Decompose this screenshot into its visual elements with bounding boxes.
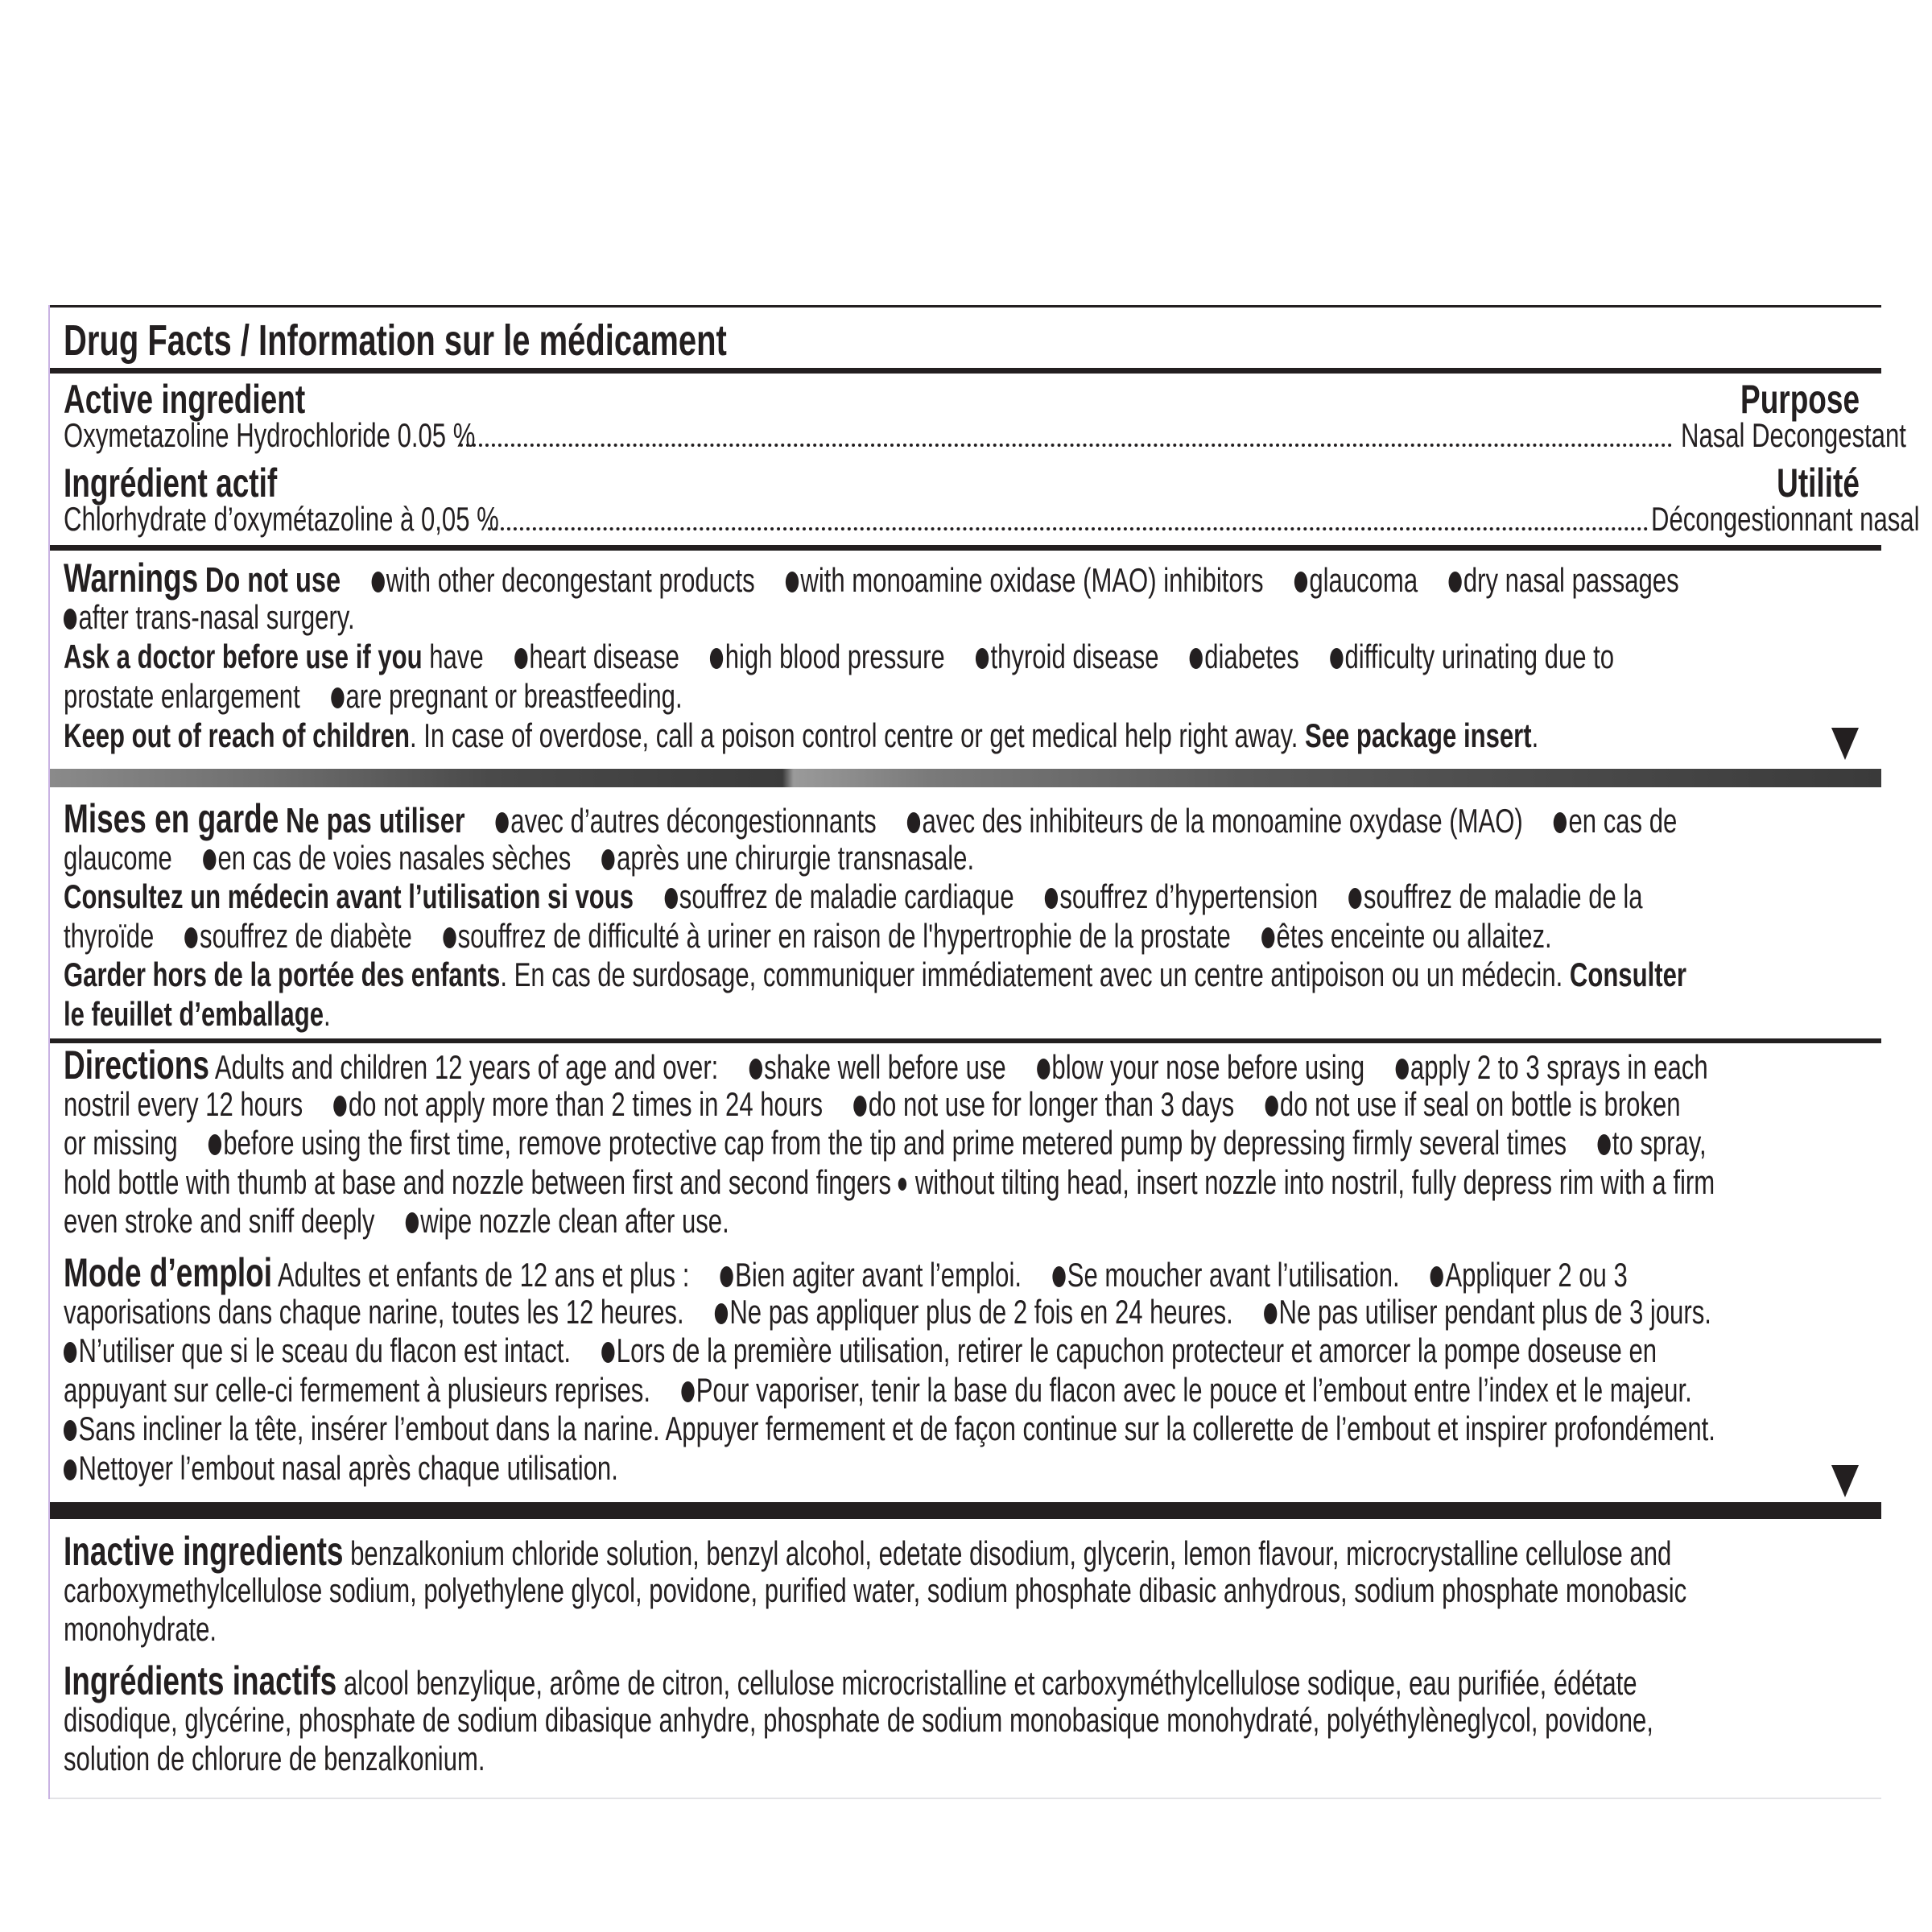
utilite-heading: Utilité <box>1777 460 1860 506</box>
bullet-icon <box>1190 648 1203 669</box>
do-not-use-label: Do not use <box>204 560 341 600</box>
direction-item: appuyant sur celle-ci fermement à plusieurs reprises. <box>64 1371 650 1409</box>
warning-item: en cas de <box>1568 802 1678 840</box>
warning-item: difficulty urinating due to <box>1344 638 1615 675</box>
bullet-icon <box>1045 888 1058 909</box>
bullet-icon <box>1448 572 1461 592</box>
bullet-icon <box>514 648 527 669</box>
mises-en-garde-heading: Mises en garde <box>64 796 279 841</box>
purpose-heading: Purpose <box>1740 377 1860 422</box>
direction-item: Lors de la première utilisation, retirer le capuchon protecteur et amorcer la pompe doseuse en <box>616 1331 1657 1369</box>
keep-out-text-fr: . En cas de surdosage, communiquer immédiatement avec un centre antipoison ou un médecin. <box>500 956 1570 993</box>
direction-item: Appliquer 2 ou 3 <box>1445 1256 1628 1294</box>
warning-item: high blood pressure <box>724 638 945 675</box>
mises-en-garde-line-5 <box>64 956 1686 994</box>
mode-emploi-line-6 <box>64 1449 618 1488</box>
warning-item: glaucoma <box>1309 561 1418 599</box>
top-border <box>50 305 1881 308</box>
direction-item: without tilting head, insert nozzle into nostril, fully depress rim with a firm <box>914 1163 1715 1201</box>
inactive-text: carboxymethylcellulose sodium, polyethylene glycol, povidone, purified water, sodium phosphate dibasic anhydrous, sodium phosphate monobasic <box>64 1571 1687 1609</box>
inactifs-line-2 <box>64 1701 1653 1740</box>
consulter-label: Consulter <box>1569 956 1686 993</box>
section-divider <box>50 368 1881 374</box>
consultez-label: Consultez un médecin avant l’utilisation si vous <box>64 877 634 915</box>
bullet-icon <box>203 849 216 870</box>
mode-emploi-line-1 <box>64 1250 1628 1295</box>
ask-doctor-label: Ask a doctor before use if you <box>64 638 423 675</box>
mises-en-garde-line-1 <box>64 796 1678 841</box>
inactive-text: monohydrate. <box>64 1610 217 1648</box>
mises-en-garde-line-2 <box>64 839 974 877</box>
mises-en-garde-line-3 <box>64 877 1643 916</box>
mode-emploi-line-5 <box>64 1410 1715 1448</box>
bullet-icon <box>406 1212 419 1233</box>
direction-item: hold bottle with thumb at base and nozzle between first and second fingers <box>64 1163 892 1201</box>
direction-item: before using the first time, remove protective cap from the tip and prime metered pump by depressing firmly several times <box>223 1124 1567 1162</box>
warning-item: after trans-nasal surgery. <box>78 598 355 636</box>
directions-line-3 <box>64 1124 1707 1162</box>
warnings-line-3 <box>64 638 1614 676</box>
bullet-icon <box>1395 1059 1408 1080</box>
direction-item: do not use for longer than 3 days <box>868 1085 1235 1123</box>
warnings-line-5 <box>64 716 1538 755</box>
direction-item: Pour vaporiser, tenir la base du flacon avec le pouce et l’embout entre l’index et le majeur. <box>696 1371 1692 1409</box>
active-ingredient-heading: Active ingredient <box>64 377 306 422</box>
inactive-line-3 <box>64 1610 217 1649</box>
bullet-icon <box>64 1342 76 1363</box>
directions-line-5 <box>64 1202 729 1241</box>
inactive-line-2 <box>64 1571 1686 1610</box>
mises-en-garde-line-4 <box>64 917 1552 956</box>
bullet-icon <box>681 1381 694 1402</box>
warnings-line-4 <box>64 677 683 716</box>
mode-emploi-line-4 <box>64 1371 1692 1410</box>
bullet-icon <box>1265 1096 1278 1117</box>
bullet-icon <box>898 1178 906 1191</box>
active-ingredient-row-en <box>64 416 1906 455</box>
inactive-text: alcool benzylique, arôme de citron, cellulose microcristalline et carboxyméthylcellulose sodique, eau purifiée, édétate <box>343 1664 1637 1702</box>
section-divider <box>50 1038 1881 1043</box>
warning-item: thyroïde <box>64 917 155 955</box>
ingredient-purpose: Nasal Decongestant <box>1681 416 1906 454</box>
warnings-heading: Warnings <box>64 555 199 601</box>
direction-item: shake well before use <box>764 1048 1006 1086</box>
direction-item: vaporisations dans chaque narine, toutes les 12 heures. <box>64 1293 684 1331</box>
period: . <box>1531 716 1539 754</box>
direction-item: apply 2 to 3 sprays in each <box>1410 1048 1708 1086</box>
dot-leader <box>460 444 1673 447</box>
warning-item: souffrez de diabète <box>200 917 412 955</box>
bullet-icon <box>976 648 989 669</box>
ingredient-name-fr: Chlorhydrate d’oxymétazoline à 0,05 % <box>64 500 499 538</box>
ne-pas-utiliser-label: Ne pas utiliser <box>285 801 465 840</box>
direction-item: wipe nozzle clean after use. <box>420 1202 729 1240</box>
direction-item: or missing <box>64 1124 178 1162</box>
bullet-icon <box>1430 1266 1443 1287</box>
active-ingredient-row-fr <box>64 500 1920 539</box>
warning-item: souffrez de maladie de la <box>1363 877 1643 915</box>
bullet-icon <box>333 1096 346 1117</box>
warning-item: avec d’autres décongestionnants <box>510 802 877 840</box>
direction-item: Nettoyer l’embout nasal après chaque utilisation. <box>78 1449 618 1487</box>
mode-emploi-line-3 <box>64 1331 1657 1370</box>
direction-item: even stroke and sniff deeply <box>64 1202 375 1240</box>
section-divider <box>50 545 1881 551</box>
bullet-icon <box>1261 927 1274 948</box>
bottom-border <box>50 1798 1881 1799</box>
warning-item: thyroid disease <box>990 638 1159 675</box>
bullet-icon <box>371 572 384 592</box>
warning-item: souffrez de difficulté à uriner en raison de l'hypertrophie de la prostate <box>457 917 1231 955</box>
bullet-icon <box>1330 648 1343 669</box>
warning-item: are pregnant or breastfeeding. <box>345 677 683 715</box>
direction-item: Se moucher avant l’utilisation. <box>1067 1256 1400 1294</box>
mode-emploi-line-2 <box>64 1293 1711 1331</box>
continue-arrow-icon <box>1831 1465 1859 1497</box>
directions-heading: Directions <box>64 1042 209 1088</box>
mises-en-garde-line-6 <box>64 995 331 1034</box>
period: . <box>323 995 331 1033</box>
bullet-icon <box>1348 888 1361 909</box>
bullet-icon <box>602 849 615 870</box>
bullet-icon <box>1294 572 1307 592</box>
bullet-icon <box>443 927 456 948</box>
inactive-text: solution de chlorure de benzalkonium. <box>64 1740 485 1777</box>
direction-item: Sans incliner la tête, insérer l’embout dans la narine. Appuyer fermement et de façon continue sur la collerette de l’embout et inspirer profondément. <box>78 1410 1715 1447</box>
inactive-text: benzalkonium chloride solution, benzyl alcohol, edetate disodium, glycerin, lemon flavour, microcrystalline cellulose and <box>350 1534 1672 1572</box>
warning-item: avec des inhibiteurs de la monoamine oxydase (MAO) <box>922 802 1523 840</box>
directions-line-4 <box>64 1163 1715 1202</box>
warning-item: prostate enlargement <box>64 677 300 715</box>
bullet-icon <box>331 687 344 708</box>
continue-arrow-icon <box>1831 728 1859 760</box>
direction-item: Ne pas appliquer plus de 2 fois en 24 heures. <box>729 1293 1233 1331</box>
bullet-icon <box>710 648 723 669</box>
bullet-icon <box>496 812 509 833</box>
warning-item: souffrez de maladie cardiaque <box>679 877 1014 915</box>
garder-hors-label: Garder hors de la portée des enfants <box>64 956 501 993</box>
ingredient-name: Oxymetazoline Hydrochloride 0.05 % <box>64 416 476 454</box>
feuillet-label: le feuillet d’emballage <box>64 995 324 1033</box>
bullet-icon <box>749 1059 762 1080</box>
warning-item: with other decongestant products <box>386 561 755 599</box>
inactive-text: disodique, glycérine, phosphate de sodium dibasique anhydre, phosphate de sodium monobasique monohydraté, polyéthylèneglycol, povidone, <box>64 1701 1653 1739</box>
bullet-icon <box>1264 1303 1277 1324</box>
see-insert-label: See package insert <box>1304 716 1532 754</box>
ingredient-actif-heading: Ingrédient actif <box>64 460 278 506</box>
warning-item: with monoamine oxidase (MAO) inhibitors <box>800 561 1264 599</box>
bullet-icon <box>64 609 76 630</box>
warning-item: êtes enceinte ou allaitez. <box>1276 917 1552 955</box>
ingredients-inactifs-heading: Ingrédients inactifs <box>64 1658 337 1703</box>
direction-item: blow your nose before using <box>1051 1048 1365 1086</box>
bullet-icon <box>720 1266 733 1287</box>
bullet-icon <box>64 1459 76 1480</box>
direction-item: to spray, <box>1612 1124 1707 1162</box>
direction-item: nostril every 12 hours <box>64 1085 303 1123</box>
warning-item: en cas de voies nasales sèches <box>217 839 572 877</box>
bullet-icon <box>664 888 677 909</box>
bullet-icon <box>786 572 799 592</box>
directions-line-2 <box>64 1085 1681 1124</box>
warning-item: dry nasal passages <box>1463 561 1679 599</box>
direction-item: do not use if seal on bottle is broken <box>1279 1085 1681 1123</box>
inactive-ingredients-heading: Inactive ingredients <box>64 1529 344 1574</box>
direction-item: Bien agiter avant l’emploi. <box>735 1256 1022 1294</box>
directions-line-1 <box>64 1042 1708 1088</box>
bullet-icon <box>1597 1134 1610 1155</box>
direction-item: N’utiliser que si le sceau du flacon est intact. <box>78 1331 572 1369</box>
directions-intro: Adults and children 12 years of age and over: <box>214 1048 719 1086</box>
bullet-icon <box>64 1420 76 1441</box>
keep-out-label: Keep out of reach of children <box>64 716 410 754</box>
keep-out-text: . In case of overdose, call a poison control centre or get medical help right away. <box>409 716 1305 754</box>
ingredient-purpose-fr: Décongestionnant nasal <box>1651 500 1920 538</box>
bullet-icon <box>185 927 198 948</box>
bullet-icon <box>1037 1059 1050 1080</box>
direction-item: Ne pas utiliser pendant plus de 3 jours. <box>1278 1293 1711 1331</box>
dot-leader <box>488 527 1649 530</box>
inactifs-line-3 <box>64 1740 485 1778</box>
ask-doctor-suffix: have <box>429 638 484 675</box>
bullet-icon <box>601 1342 614 1363</box>
warning-item: souffrez d’hypertension <box>1059 877 1319 915</box>
mode-emploi-intro: Adultes et enfants de 12 ans et plus : <box>277 1256 690 1294</box>
warning-item: diabetes <box>1204 638 1299 675</box>
warning-item: après une chirurgie transnasale. <box>617 839 975 877</box>
bullet-icon <box>907 812 920 833</box>
bullet-icon <box>853 1096 866 1117</box>
warning-item: heart disease <box>529 638 679 675</box>
warning-item: glaucome <box>64 839 172 877</box>
label-title: Drug Facts / Information sur le médicament <box>64 316 727 365</box>
inactive-line-1 <box>64 1529 1672 1574</box>
drug-facts-label <box>48 305 1920 1799</box>
bullet-icon <box>1052 1266 1065 1287</box>
gradient-divider <box>50 769 1881 787</box>
mode-emploi-heading: Mode d’emploi <box>64 1250 272 1295</box>
warnings-line-2 <box>64 598 355 637</box>
bullet-icon <box>208 1134 221 1155</box>
section-divider <box>50 1502 1881 1519</box>
inactifs-line-1 <box>64 1658 1637 1703</box>
direction-item: do not apply more than 2 times in 24 hours <box>348 1085 824 1123</box>
bullet-icon <box>715 1303 728 1324</box>
warnings-line-1 <box>64 555 1679 601</box>
bullet-icon <box>1554 812 1567 833</box>
